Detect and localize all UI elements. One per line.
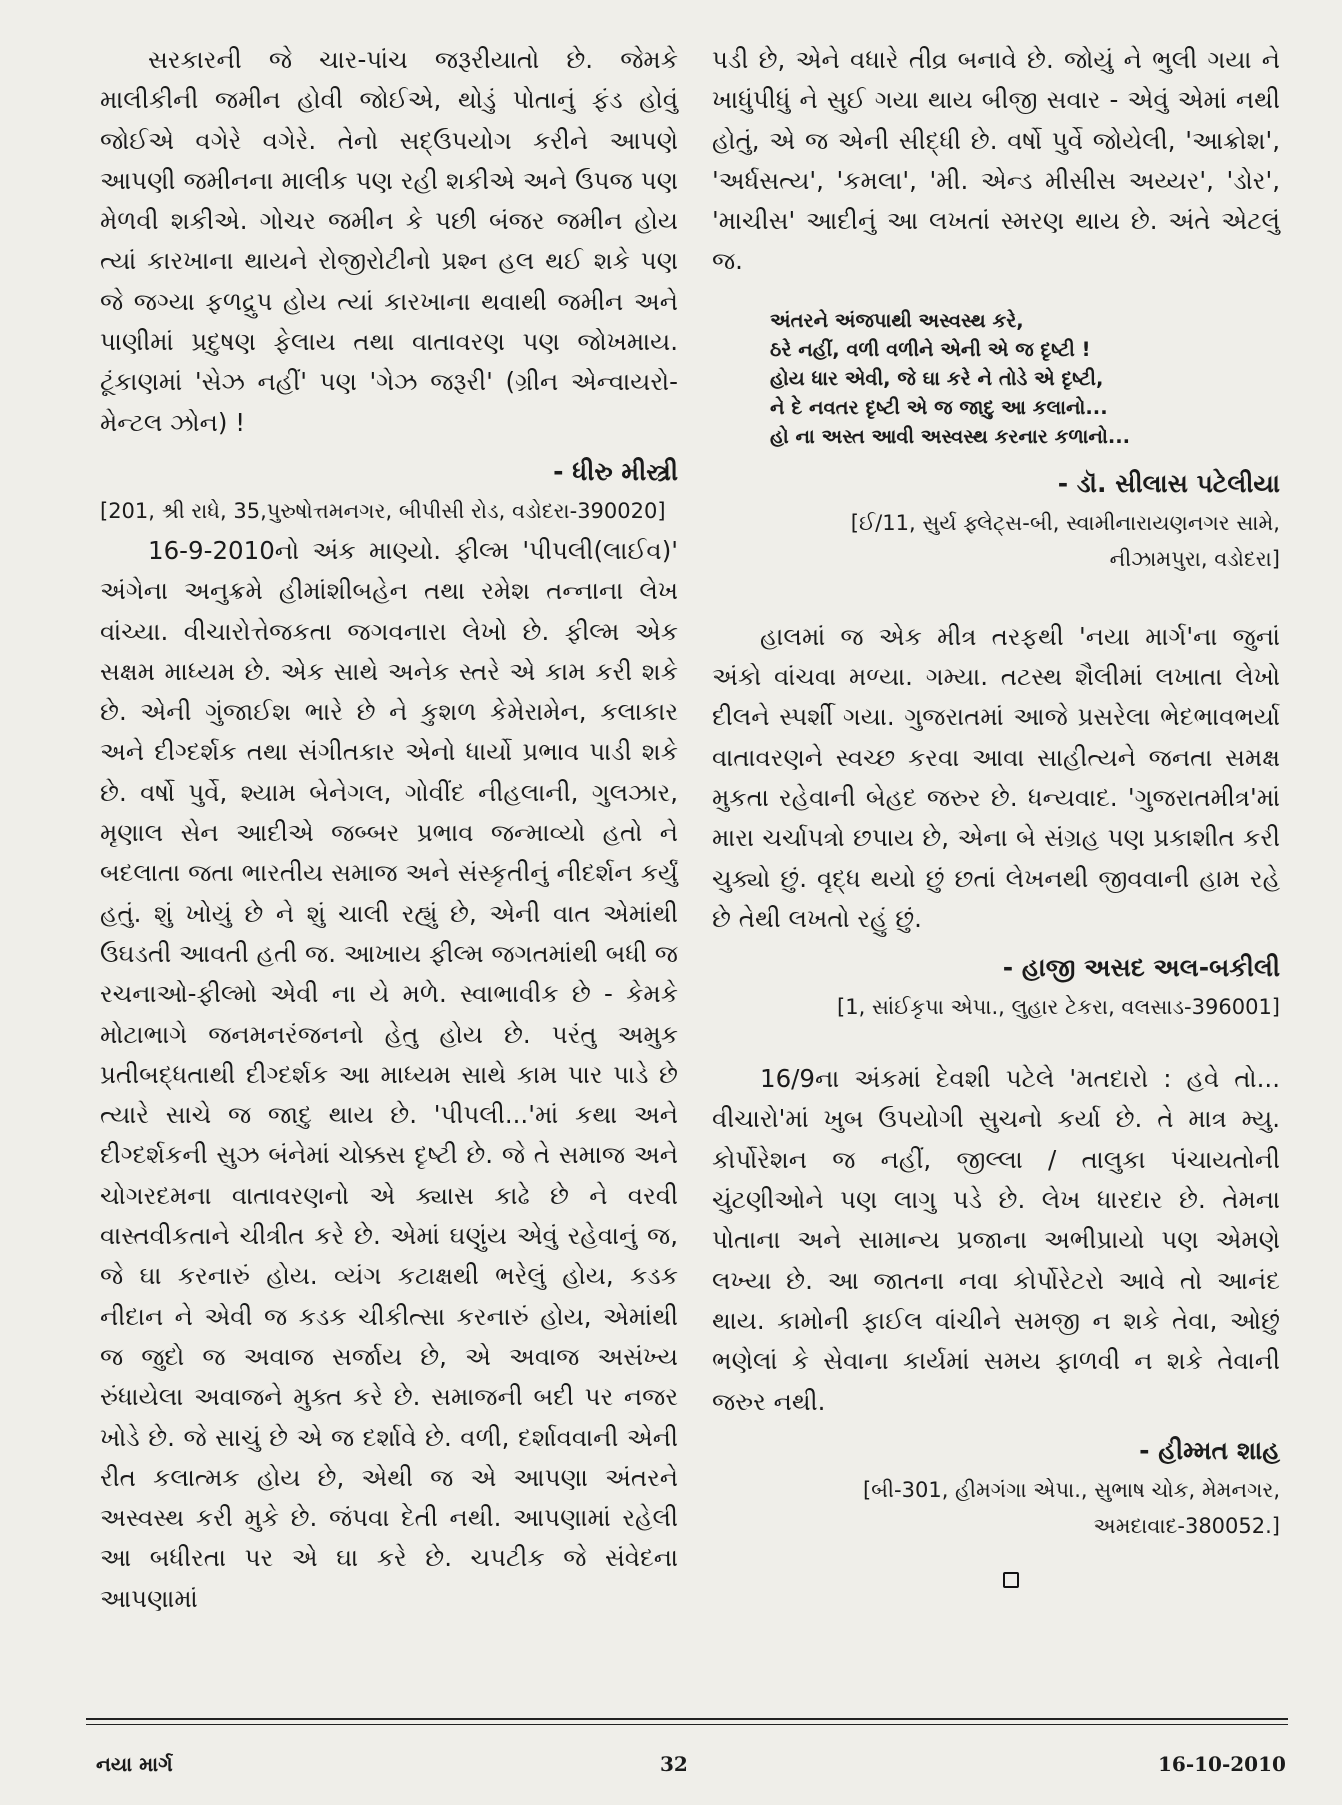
address-line: [ઈ/11, સુર્ય ફ્લેટ્સ-બી, સ્વામીનારાયણનગર સામે, (850, 510, 1280, 535)
poem-line: ને દે નવતર દૃષ્ટી એ જ જાદુ આ કલાનો... (770, 395, 1108, 419)
footer-rule (86, 1718, 1288, 1720)
paragraph: પડી છે, એને વધારે તીવ્ર બનાવે છે. જોયું ને ભુલી ગયા ને ખાધુંપીધું ને સુઈ ગયા થાય બીજી સવાર - એવું એમાં નથી હોતું, એ જ એની સીદ્ધી છે. વર્ષો પુર્વે જોયેલી, 'આક્રોશ', 'અર્ધસત્ય', 'કમલા', 'મી. એન્ડ મીસીસ અય્યર', 'ડોર', 'માચીસ' આદીનું આ લખતાં સ્મરણ થાય છે. અંતે એટલું જ. (712, 45, 1280, 276)
footer-rule (86, 1724, 1288, 1725)
left-column (100, 40, 678, 1619)
paragraph: સરકારની જે ચાર-પાંચ જરૂરીયાતો છે. જેમકે માલીકીની જમીન હોવી જોઈએ, થોડું પોતાનું ફંડ હોવું જોઈએ વગેરે વગેરે. તેનો સદ્‌ઉપયોગ કરીને આપણે આપણી જમીનના માલીક પણ રહી શકીએ અને ઉપજ પણ મેળવી શકીએ. ગોચર જમીન કે પછી બંજર જમીન હોય ત્યાં કારખાના થાયને રોજીરોટીનો પ્રશ્ન હલ થઈ શકે પણ જે જગ્યા ફળદ્રુપ હોય ત્યાં કારખાના થવાથી જમીન અને પાણીમાં પ્રદુષણ ફેલાય તથા વાતાવરણ પણ જોખમાય. ટૂંકાણમાં 'સેઝ નહીં' પણ 'ગેઝ જરૂરી' (ગ્રીન એન્વાયરો-મેન્ટલ ઝોન) ! (100, 45, 678, 437)
poem-line: હો ના અસ્ત આવી અસ્વસ્થ કરનાર કળાનો... (770, 424, 1131, 448)
poem (770, 306, 1280, 451)
author-address: [1, સાંઈકૃપા એપા., લુહાર ટેકરા, વલસાડ-396001] (837, 995, 1280, 1020)
footer-magazine-name: નયા માર્ગ (96, 1752, 173, 1776)
author-address (712, 505, 1280, 577)
address-line: અમદાવાદ-380052.] (1093, 1513, 1280, 1538)
address-line: [બી-301, હીમગંગા એપા., સુભાષ ચોક, મેમનગર, (862, 1477, 1280, 1502)
paragraph: 16-9-2010નો અંક માણ્યો. ફીલ્મ 'પીપલી(લાઈવ)' અંગેના અનુક્રમે હીમાંશીબહેન તથા રમેશ તન્નાના લેખ વાંચ્યા. વીચારોત્તેજકતા જગવનારા લેખો છે. ફીલ્મ એક સક્ષમ માધ્યમ છે. એક સાથે અનેક સ્તરે એ કામ કરી શકે છે. એની ગુંજાઈશ ભારે છે ને કુશળ કેમેરામેન, કલાકાર અને દીગ્દર્શક તથા સંગીતકાર એનો ધાર્યો પ્રભાવ પાડી શકે છે. વર્ષો પુર્વે, શ્યામ બેનેગલ, ગોવીંદ નીહલાની, ગુલઝાર, મૃણાલ સેન આદીએ જબ્બર પ્રભાવ જન્માવ્યો હતો ને બદલાતા જતા ભારતીય સમાજ અને સંસ્કૃતીનું નીદર્શન કર્યું હતું. શું ખોયું છે ને શું ચાલી રહ્યું છે, એની વાત એમાંથી ઉઘડતી આવતી હતી જ. આખાય ફીલ્મ જગતમાંથી બધી જ રચનાઓ-ફીલ્મો એવી ના યે મળે. સ્વાભાવીક છે - કેમકે મોટાભાગે જનમનરંજનનો હેતુ હોય છે. પરંતુ અમુક પ્રતીબદ્ધતાથી દીગ્દર્શક આ માધ્યમ સાથે કામ પાર પાડે છે ત્યારે સાચે જ જાદુ થાય છે. 'પીપલી...'માં કથા અને દીગ્દર્શકની સુઝ બંનેમાં ચોક્કસ દૃષ્ટી છે. જે તે સમાજ અને ચોગરદમના વાતાવરણનો એ ક્યાસ કાઢે છે ને વરવી વાસ્તવીકતાને ચીત્રીત કરે છે. એમાં ઘણુંય એવું રહેવાનું જ, જે ઘા કરનારું હોય. વ્યંગ કટાક્ષથી ભરેલું હોય, કડક નીદાન ને એવી જ કડક ચીકીત્સા કરનારું હોય, એમાંથી જ જુદો જ અવાજ સર્જાય છે, એ અવાજ અસંખ્ય રુંધાયેલા અવાજને મુક્ત કરે છે. સમાજની બદી પર નજર ખોડે છે. જે સાચું છે એ જ દર્શાવે છે. વળી, દર્શાવવાની એની રીત કલાત્મક હોય છે, એથી જ એ આપણા અંતરને અસ્વસ્થ કરી મુકે છે. જંપવા દેતી નથી. આપણામાં રહેલી આ બધીરતા પર એ ઘા કરે છે. ચપટીક જે સંવેદના આપણામાં (100, 535, 678, 1613)
footer-date: 16-10-2010 (1158, 1752, 1286, 1776)
poem-line: હોય ધાર એવી, જે ઘા કરે ને તોડે એ દૃષ્ટી, (770, 366, 1104, 390)
author-address: [201, શ્રી રાધે, 35,પુરુષોત્તમનગર, બીપીસી રોડ, વડોદરા-390020] (100, 498, 666, 523)
author-signature: - ડૉ. સીલાસ પટેલીયા (1057, 468, 1280, 498)
poem-line: ઠરે નહીં, વળી વળીને એની એ જ દૃષ્ટી ! (770, 337, 1091, 361)
author-signature: - હાજી અસદ અલ-બકીલી (1002, 953, 1280, 983)
author-signature: - ધીરુ મીસ્ત્રી (553, 456, 678, 486)
footer-page-number: 32 (660, 1752, 688, 1776)
paragraph: 16/9ના અંકમાં દેવશી પટેલે 'મતદારો : હવે તો... વીચારો'માં ખુબ ઉપયોગી સુચનો કર્યા છે. તે માત્ર મ્યુ. કોર્પોરેશન જ નહીં, જીલ્લા / તાલુકા પંચાયતોની ચુંટણીઓને પણ લાગુ પડે છે. લેખ ધારદાર છે. તેમના પોતાના અને સામાન્ય પ્રજાના અભીપ્રાયો પણ એમણે લખ્યા છે. આ જાતના નવા કોર્પોરેટરો આવે તો આનંદ થાય. કામોની ફાઈલ વાંચીને સમજી ન શકે તેવા, ઓછું ભણેલાં કે સેવાના કાર્યમાં સમય ફાળવી ન શકે તેવાની જરુર નથી. (712, 1064, 1280, 1416)
author-address (712, 1472, 1280, 1544)
author-signature: - હીમ્મત શાહ (1139, 1435, 1280, 1465)
right-column (712, 40, 1280, 1592)
paragraph: હાલમાં જ એક મીત્ર તરફથી 'નયા માર્ગ'ના જુનાં અંકો વાંચવા મળ્યા. ગમ્યા. તટસ્થ શૈલીમાં લખાતા લેખો દીલને સ્પર્શી ગયા. ગુજરાતમાં આજે પ્રસરેલા ભેદભાવભર્યા વાતાવરણને સ્વચ્છ કરવા આવા સાહીત્યને જનતા સમક્ષ મુકતા રહેવાની બેહદ જરુર છે. ધન્યવાદ. 'ગુજરાતમીત્ર'માં મારા ચર્ચાપત્રો છપાય છે, એના બે સંગ્રહ પણ પ્રકાશીત કરી ચુક્યો છું. વૃદ્ધ થયો છું છતાં લેખનથી જીવવાની હામ રહે છે તેથી લખતો રહું છું. (712, 621, 1280, 933)
end-mark (712, 1572, 1280, 1592)
poem-line: અંતરને અંજપાથી અસ્વસ્થ કરે, (770, 308, 1024, 332)
address-line: નીઝામપુરા, વડોદરા] (1109, 546, 1280, 571)
end-square-icon (1003, 1572, 1019, 1588)
